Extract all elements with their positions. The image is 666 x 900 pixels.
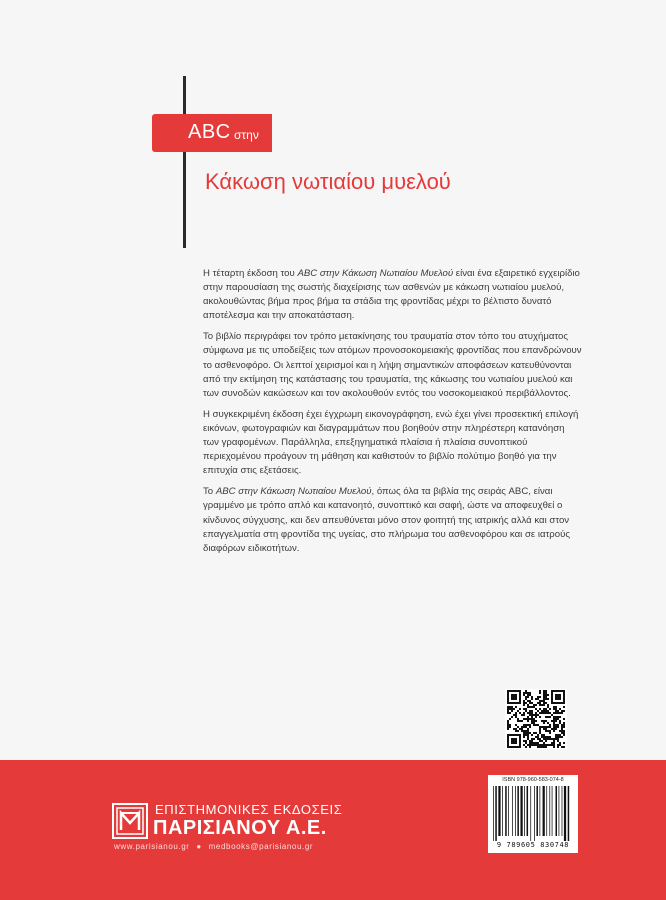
description-paragraph [203,330,583,400]
description-text [203,267,583,563]
barcode-box [488,775,578,853]
book-title-italic: ABC στην Κάκωση Νωτιαίου Μυελού [297,268,454,279]
barcode-digits: 9 789605 830748 [496,841,570,849]
publisher-line1: ΕΠΙΣΤΗΜΟΝΙΚΕΣ ΕΚΔΟΣΕΙΣ [155,802,343,817]
book-title-italic: ABC στην Κάκωση Νωτιαίου Μυελού [215,486,372,498]
paragraph-text: , όπως όλα τα βιβλία της σειράς ABC, είναι γραμμένο με τρόπο απλό και κατανοητό, συνοπτικό και σαφή, ώστε να αποφευχθεί ο κίνδυνος σύγχυσης, και δεν απευθύνεται μόνο στον φοιτητή της ιατρικής αλλά και στον επαγγελματία στη φροντίδα της υγείας, στο πλήρωμα του ασθενοφόρου και σε ιατρούς διαφόρων ειδικοτήτων. [203,486,570,554]
description-paragraph [203,485,583,555]
vertical-rule [183,76,186,248]
qr-code-icon [505,689,567,749]
description-paragraph [203,267,583,323]
series-in-word: στην [234,128,259,142]
publisher-website[interactable]: www.parisianou.gr [114,842,190,851]
publisher-logo-icon [112,803,148,839]
barcode-icon [491,786,575,841]
series-abc: ABC [188,121,231,143]
series-tab [152,114,272,152]
contact-separator: ● [196,842,202,851]
publisher-email[interactable]: medbooks@parisianou.gr [208,842,314,851]
isbn-label: ISBN 978-960-583-074-8 [502,777,564,783]
paragraph-text: είναι ένα εξαιρετικό εγχειρίδιο στην παρουσίαση της σωστής διαχείρισης των ασθενών με κάκωση νωτιαίου μυελού, ακολουθώντας βήμα προς βήμα τα στάδια της φροντίδας μέχρι το βέλτιστο δυνατό αποτέλεσμα και την αποκατάσταση. [203,268,580,322]
publisher-contact [114,842,313,851]
description-paragraph [203,408,583,478]
publisher-line2: ΠΑΡΙΣΙΑΝΟΥ Α.Ε. [153,817,327,839]
paragraph-text: Η συγκεκριμένη έκδοση έχει έγχρωμη εικονογράφηση, ενώ έχει γίνει προσεκτική επιλογή εικόνων, φωτογραφιών και διαγραμμάτων που βοηθούν στην πληρέστερη κατανόηση των γραφομένων. Παράλληλα, επεξηγηματικά πλαίσια ή πλαίσια συνοπτικού περιεχομένου προάγουν τη μάθηση και καθιστούν το βιβλίο πολύτιμο βοηθό για την επιτυχία στις εξετάσεις. [203,408,579,477]
paragraph-text: Η τέταρτη έκδοση του [203,268,298,279]
paragraph-text: Το βιβλίο περιγράφει τον τρόπο μετακίνησης του τραυματία στον τόπο του ατυχήματος σύμφωνα με τις υποδείξεις των ατόμων προνοσοκομειακής φροντίδας που επανδρώνουν το ασθενοφόρο. Οι λεπτοί χειρισμοί και η λήψη σημαντικών αποφάσεων κατευθύνονται από την εκτίμηση της κατάστασης του τραυματία, της κάκωσης του νωτιαίου μυελού και των συνοδών κακώσεων και τον ακολουθούν εντός του νοσοκομειακού περιβάλλοντος. [203,331,582,399]
paragraph-text: Το [203,486,216,498]
book-title: Κάκωση νωτιαίου μυελού [205,169,451,194]
